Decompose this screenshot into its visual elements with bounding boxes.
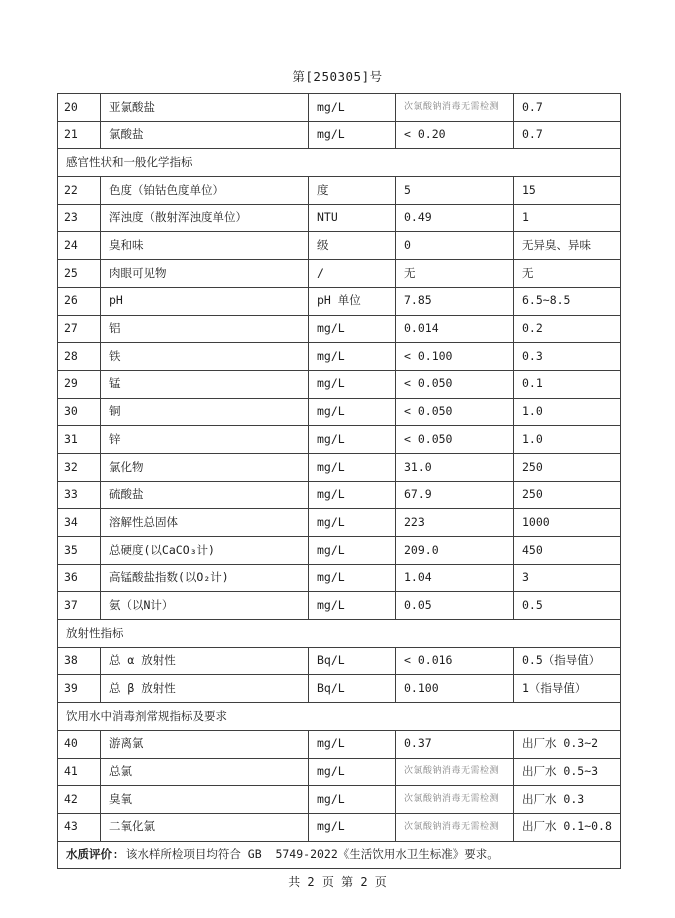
cell-result: 5 — [396, 177, 514, 205]
cell-no: 28 — [58, 343, 101, 371]
cell-indicator: 总硬度(以CaCO₃计) — [101, 537, 309, 565]
cell-indicator: 臭和味 — [101, 232, 309, 260]
report-table-body — [58, 94, 621, 869]
cell-indicator: 总 β 放射性 — [101, 675, 309, 703]
table-row — [58, 204, 621, 232]
cell-unit: mg/L — [309, 758, 396, 786]
cell-indicator: 高锰酸盐指数(以O₂计) — [101, 564, 309, 592]
cell-no: 20 — [58, 94, 101, 122]
table-row — [58, 509, 621, 537]
section-row — [58, 620, 621, 648]
cell-no: 36 — [58, 564, 101, 592]
cell-indicator: 氨（以N计） — [101, 592, 309, 620]
cell-unit: pH 单位 — [309, 287, 396, 315]
cell-no: 30 — [58, 398, 101, 426]
cell-result: < 0.050 — [396, 426, 514, 454]
cell-no: 23 — [58, 204, 101, 232]
table-row — [58, 121, 621, 149]
cell-result: 次氯酸钠消毒无需检测 — [396, 786, 514, 814]
cell-limit: 0.7 — [514, 121, 621, 149]
cell-result: 0.014 — [396, 315, 514, 343]
cell-indicator: 肉眼可见物 — [101, 260, 309, 288]
cell-result: 31.0 — [396, 453, 514, 481]
water-quality-table — [57, 93, 621, 869]
cell-unit: Bq/L — [309, 647, 396, 675]
cell-no: 25 — [58, 260, 101, 288]
cell-limit: 出厂水 0.5~3 — [514, 758, 621, 786]
cell-no: 24 — [58, 232, 101, 260]
cell-result: 次氯酸钠消毒无需检测 — [396, 758, 514, 786]
cell-no: 40 — [58, 730, 101, 758]
cell-result: 223 — [396, 509, 514, 537]
cell-indicator: 氯酸盐 — [101, 121, 309, 149]
section-row — [58, 703, 621, 731]
cell-result: < 0.050 — [396, 398, 514, 426]
cell-result: 209.0 — [396, 537, 514, 565]
cell-no: 32 — [58, 453, 101, 481]
cell-result: < 0.20 — [396, 121, 514, 149]
cell-unit: mg/L — [309, 94, 396, 122]
cell-indicator: 锰 — [101, 370, 309, 398]
table-row — [58, 758, 621, 786]
cell-result: 0 — [396, 232, 514, 260]
cell-unit: mg/L — [309, 426, 396, 454]
cell-indicator: 二氧化氯 — [101, 813, 309, 841]
cell-unit: / — [309, 260, 396, 288]
cell-unit: mg/L — [309, 481, 396, 509]
cell-unit: 度 — [309, 177, 396, 205]
table-row — [58, 426, 621, 454]
cell-indicator: 铝 — [101, 315, 309, 343]
table-row — [58, 177, 621, 205]
cell-unit: mg/L — [309, 370, 396, 398]
cell-no: 42 — [58, 786, 101, 814]
section-header-cell: 饮用水中消毒剂常规指标及要求 — [58, 703, 621, 731]
cell-unit: mg/L — [309, 564, 396, 592]
cell-indicator: 溶解性总固体 — [101, 509, 309, 537]
cell-indicator: pH — [101, 287, 309, 315]
table-row — [58, 786, 621, 814]
cell-result: 0.49 — [396, 204, 514, 232]
cell-limit: 出厂水 0.3~2 — [514, 730, 621, 758]
cell-unit: NTU — [309, 204, 396, 232]
cell-limit: 出厂水 0.1~0.8 — [514, 813, 621, 841]
cell-result: 次氯酸钠消毒无需检测 — [396, 813, 514, 841]
cell-indicator: 氯化物 — [101, 453, 309, 481]
cell-limit: 1 — [514, 204, 621, 232]
cell-unit: mg/L — [309, 453, 396, 481]
cell-limit: 0.2 — [514, 315, 621, 343]
evaluation-row — [58, 841, 621, 869]
page-number-footer: 共 2 页 第 2 页 — [288, 875, 387, 889]
cell-result: 1.04 — [396, 564, 514, 592]
section-header-cell: 放射性指标 — [58, 620, 621, 648]
cell-limit: 450 — [514, 537, 621, 565]
cell-indicator: 色度（铂钴色度单位） — [101, 177, 309, 205]
cell-no: 21 — [58, 121, 101, 149]
cell-indicator: 铜 — [101, 398, 309, 426]
cell-result: 0.100 — [396, 675, 514, 703]
cell-limit: 无 — [514, 260, 621, 288]
table-row — [58, 94, 621, 122]
cell-unit: mg/L — [309, 509, 396, 537]
cell-indicator: 铁 — [101, 343, 309, 371]
table-row — [58, 370, 621, 398]
evaluation-cell — [58, 841, 621, 869]
section-header-cell: 感官性状和一般化学指标 — [58, 149, 621, 177]
cell-limit: 1000 — [514, 509, 621, 537]
cell-unit: mg/L — [309, 813, 396, 841]
cell-indicator: 总氯 — [101, 758, 309, 786]
cell-no: 34 — [58, 509, 101, 537]
evaluation-text: : 该水样所检项目均符合 GB 5749-2022《生活饮用水卫生标准》要求。 — [112, 847, 499, 862]
table-row — [58, 287, 621, 315]
cell-no: 38 — [58, 647, 101, 675]
cell-no: 43 — [58, 813, 101, 841]
table-row — [58, 647, 621, 675]
cell-unit: mg/L — [309, 121, 396, 149]
cell-no: 26 — [58, 287, 101, 315]
cell-unit: mg/L — [309, 786, 396, 814]
cell-unit: mg/L — [309, 343, 396, 371]
cell-indicator: 锌 — [101, 426, 309, 454]
table-row — [58, 481, 621, 509]
cell-no: 31 — [58, 426, 101, 454]
table-row — [58, 260, 621, 288]
cell-unit: mg/L — [309, 592, 396, 620]
cell-indicator: 亚氯酸盐 — [101, 94, 309, 122]
cell-limit: 0.7 — [514, 94, 621, 122]
cell-no: 35 — [58, 537, 101, 565]
cell-result: < 0.100 — [396, 343, 514, 371]
cell-limit: 1（指导值） — [514, 675, 621, 703]
cell-limit: 0.5（指导值） — [514, 647, 621, 675]
table-row — [58, 343, 621, 371]
evaluation-label: 水质评价 — [66, 847, 112, 862]
cell-indicator: 浑浊度（散射浑浊度单位） — [101, 204, 309, 232]
document-number: 第[250305]号 — [292, 69, 383, 84]
cell-limit: 1.0 — [514, 426, 621, 454]
section-row — [58, 149, 621, 177]
cell-result: 次氯酸钠消毒无需检测 — [396, 94, 514, 122]
table-row — [58, 592, 621, 620]
table-row — [58, 315, 621, 343]
cell-limit: 0.3 — [514, 343, 621, 371]
cell-no: 39 — [58, 675, 101, 703]
cell-no: 22 — [58, 177, 101, 205]
cell-unit: mg/L — [309, 315, 396, 343]
cell-limit: 250 — [514, 453, 621, 481]
cell-limit: 无异臭、异味 — [514, 232, 621, 260]
cell-limit: 6.5~8.5 — [514, 287, 621, 315]
table-row — [58, 564, 621, 592]
cell-indicator: 硫酸盐 — [101, 481, 309, 509]
cell-no: 29 — [58, 370, 101, 398]
cell-limit: 250 — [514, 481, 621, 509]
cell-result: 67.9 — [396, 481, 514, 509]
cell-limit: 0.1 — [514, 370, 621, 398]
cell-no: 41 — [58, 758, 101, 786]
cell-limit: 0.5 — [514, 592, 621, 620]
cell-result: 无 — [396, 260, 514, 288]
table-row — [58, 813, 621, 841]
table-row — [58, 232, 621, 260]
cell-indicator: 总 α 放射性 — [101, 647, 309, 675]
cell-indicator: 游离氯 — [101, 730, 309, 758]
table-row — [58, 730, 621, 758]
cell-unit: mg/L — [309, 730, 396, 758]
cell-unit: mg/L — [309, 537, 396, 565]
cell-limit: 3 — [514, 564, 621, 592]
cell-result: 7.85 — [396, 287, 514, 315]
cell-unit: 级 — [309, 232, 396, 260]
cell-unit: mg/L — [309, 398, 396, 426]
cell-result: 0.37 — [396, 730, 514, 758]
cell-result: < 0.016 — [396, 647, 514, 675]
table-row — [58, 453, 621, 481]
cell-indicator: 臭氧 — [101, 786, 309, 814]
cell-no: 33 — [58, 481, 101, 509]
cell-no: 37 — [58, 592, 101, 620]
table-row — [58, 398, 621, 426]
cell-limit: 1.0 — [514, 398, 621, 426]
cell-no: 27 — [58, 315, 101, 343]
cell-result: 0.05 — [396, 592, 514, 620]
cell-limit: 15 — [514, 177, 621, 205]
cell-limit: 出厂水 0.3 — [514, 786, 621, 814]
cell-result: < 0.050 — [396, 370, 514, 398]
cell-unit: Bq/L — [309, 675, 396, 703]
table-row — [58, 675, 621, 703]
table-row — [58, 537, 621, 565]
